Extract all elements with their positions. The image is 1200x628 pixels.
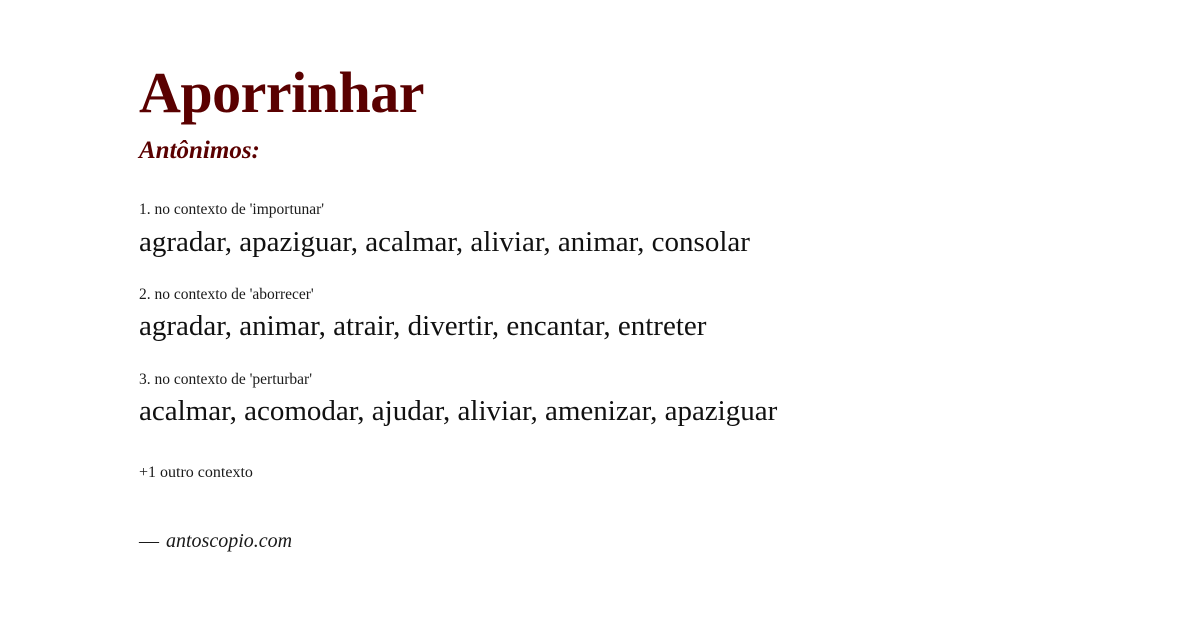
source-attribution	[139, 482, 1200, 553]
sense-synonyms: acalmar, acomodar, ajudar, aliviar, amenizar, apaziguar	[139, 395, 778, 428]
page-title: Aporrinhar	[139, 60, 424, 125]
sense-context-label: 2. no contexto de 'aborrecer'	[139, 285, 314, 303]
sense-context-label: 1. no contexto de 'importunar'	[139, 201, 325, 218]
sense-synonyms: agradar, apaziguar, acalmar, aliviar, animar, consolar	[139, 225, 750, 258]
more-contexts-note: +1 outro contexto	[139, 463, 253, 481]
list-item	[139, 371, 1200, 430]
list-item	[139, 286, 1200, 345]
section-subtitle: Antônimos:	[139, 137, 260, 164]
sense-synonyms: agradar, animar, atrair, divertir, encantar, entreter	[139, 310, 707, 343]
sense-context-label: 3. no contexto de 'perturbar'	[139, 370, 313, 388]
em-dash: —	[139, 529, 159, 552]
sense-list	[139, 163, 1200, 430]
source-name: antoscopio.com	[166, 529, 293, 552]
list-item	[139, 201, 1200, 260]
